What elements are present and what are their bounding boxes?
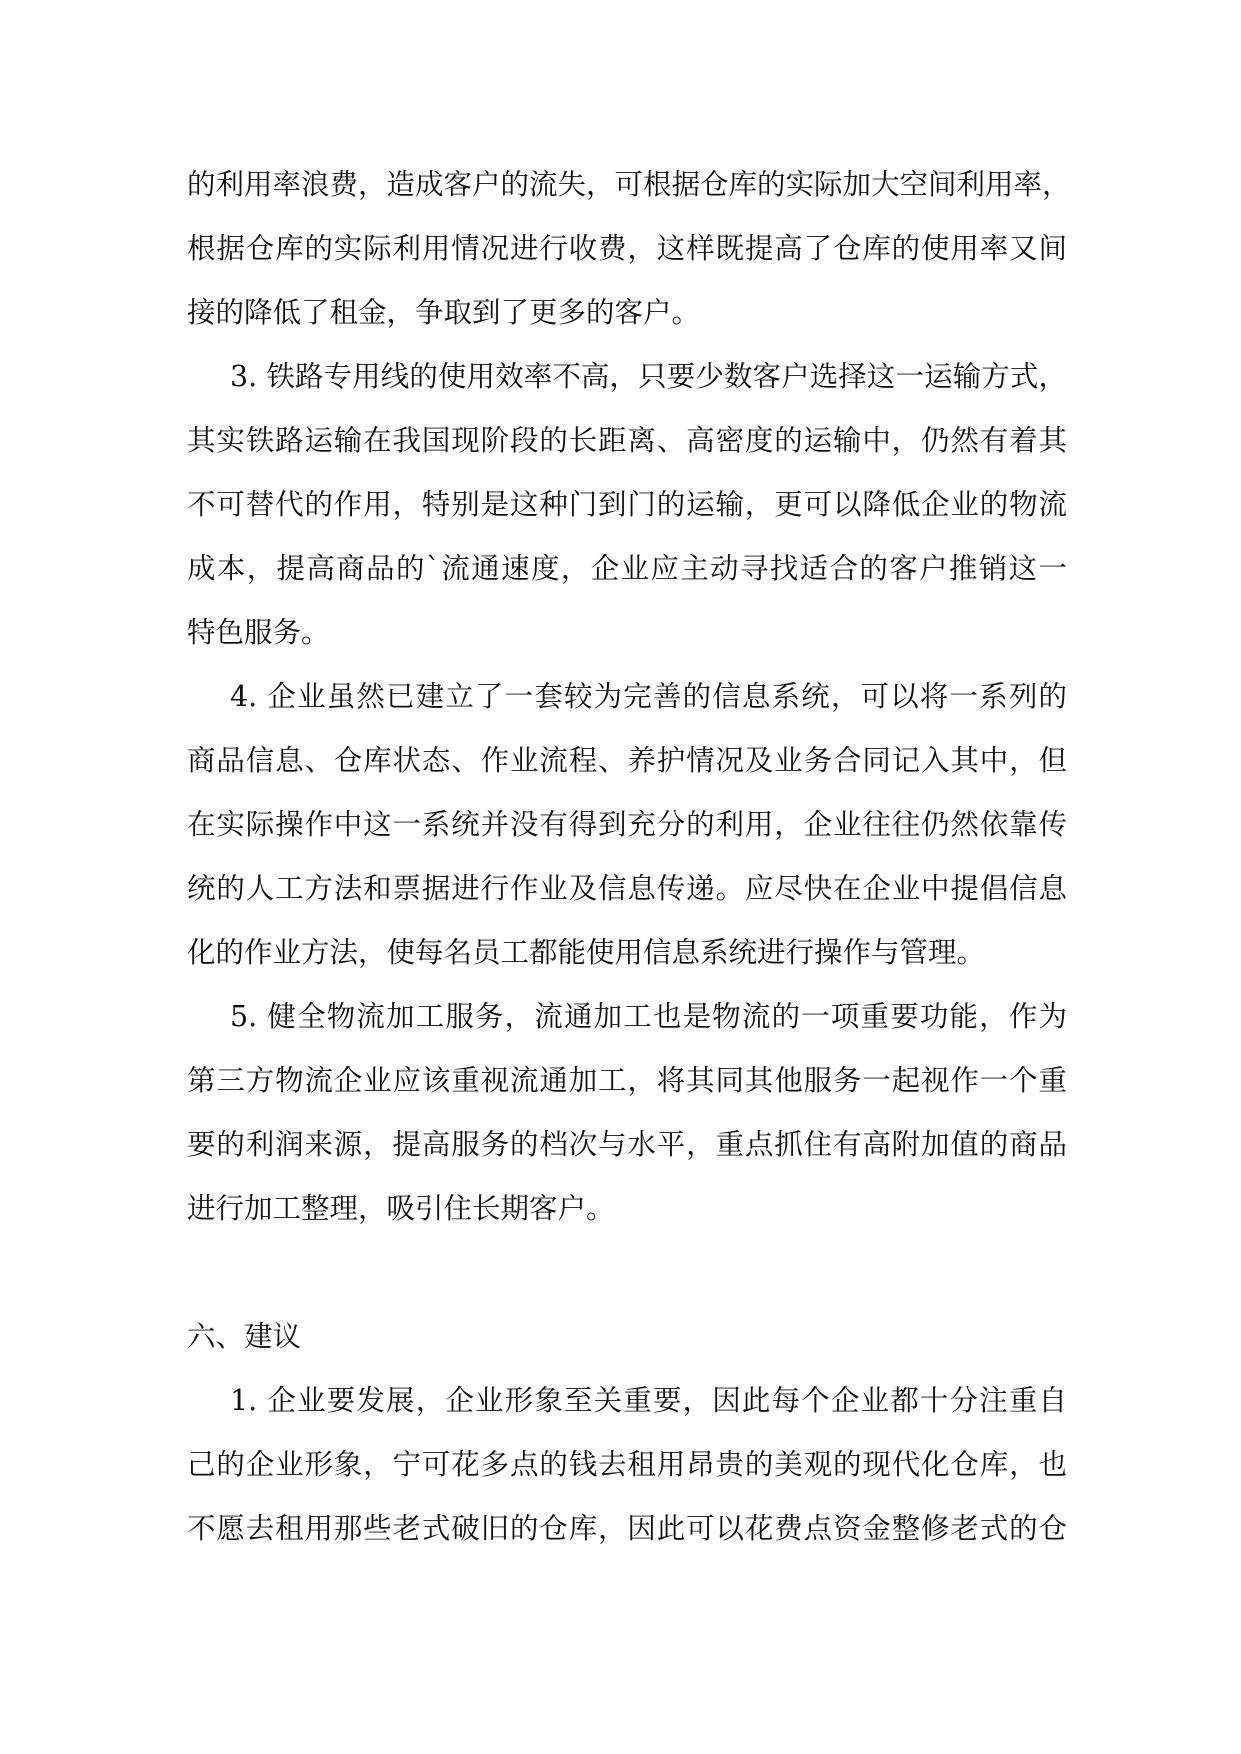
- paragraph-line: 特色服务。: [187, 616, 330, 649]
- paragraph-1: [187, 153, 1071, 345]
- paragraph-line: 要的利润来源，提高服务的档次与水平，重点抓住有高附加值的商品: [187, 1128, 1067, 1161]
- paragraph-line: 化的作业方法，使每名员工都能使用信息系统进行操作与管理。: [187, 936, 986, 969]
- paragraph-line: 统的人工方法和票据进行作业及信息传递。应尽快在企业中提倡信息: [187, 872, 1067, 905]
- paragraph-5: [187, 1369, 1067, 1561]
- document-body: [187, 153, 1071, 1561]
- paragraph-2: [187, 345, 1067, 665]
- paragraph-line: 第三方物流企业应该重视流通加工，将其同其他服务一起视作一个重: [187, 1064, 1067, 1097]
- paragraph-line: 商品信息、仓库状态、作业流程、养护情况及业务合同记入其中，但: [187, 744, 1067, 777]
- paragraph-line: 接的降低了租金，争取到了更多的客户。: [187, 296, 701, 329]
- paragraph-line: 成本，提高商品的`流通速度，企业应主动寻找适合的客户推销这一: [187, 552, 1067, 585]
- paragraph-line: 1. 企业要发展，企业形象至关重要，因此每个企业都十分注重自: [230, 1384, 1067, 1417]
- section-heading: 六、建议: [187, 1320, 302, 1353]
- paragraph-line: 5. 健全物流加工服务，流通加工也是物流的一项重要功能，作为: [230, 1000, 1067, 1033]
- paragraph-line: 进行加工整理，吸引住长期客户。: [187, 1192, 615, 1225]
- paragraph-line: 其实铁路运输在我国现阶段的长距离、高密度的运输中，仍然有着其: [187, 424, 1067, 457]
- paragraph-line: 在实际操作中这一系统并没有得到充分的利用，企业往往仍然依靠传: [187, 808, 1067, 841]
- paragraph-3: [187, 665, 1067, 985]
- paragraph-line: 根据仓库的实际利用情况进行收费，这样既提高了仓库的使用率又间: [187, 232, 1067, 265]
- paragraph-4: [187, 985, 1067, 1241]
- paragraph-line: 的利用率浪费，造成客户的流失，可根据仓库的实际加大空间利用率，: [187, 168, 1071, 201]
- paragraph-line: 不可替代的作用，特别是这种门到门的运输，更可以降低企业的物流: [187, 488, 1067, 521]
- paragraph-line: 己的企业形象，宁可花多点的钱去租用昂贵的美观的现代化仓库，也: [187, 1448, 1067, 1481]
- paragraph-line: 不愿去租用那些老式破旧的仓库，因此可以花费点资金整修老式的仓: [187, 1512, 1067, 1545]
- paragraph-line: 4. 企业虽然已建立了一套较为完善的信息系统，可以将一系列的: [230, 680, 1067, 713]
- paragraph-line: 3. 铁路专用线的使用效率不高，只要少数客户选择这一运输方式，: [230, 360, 1067, 393]
